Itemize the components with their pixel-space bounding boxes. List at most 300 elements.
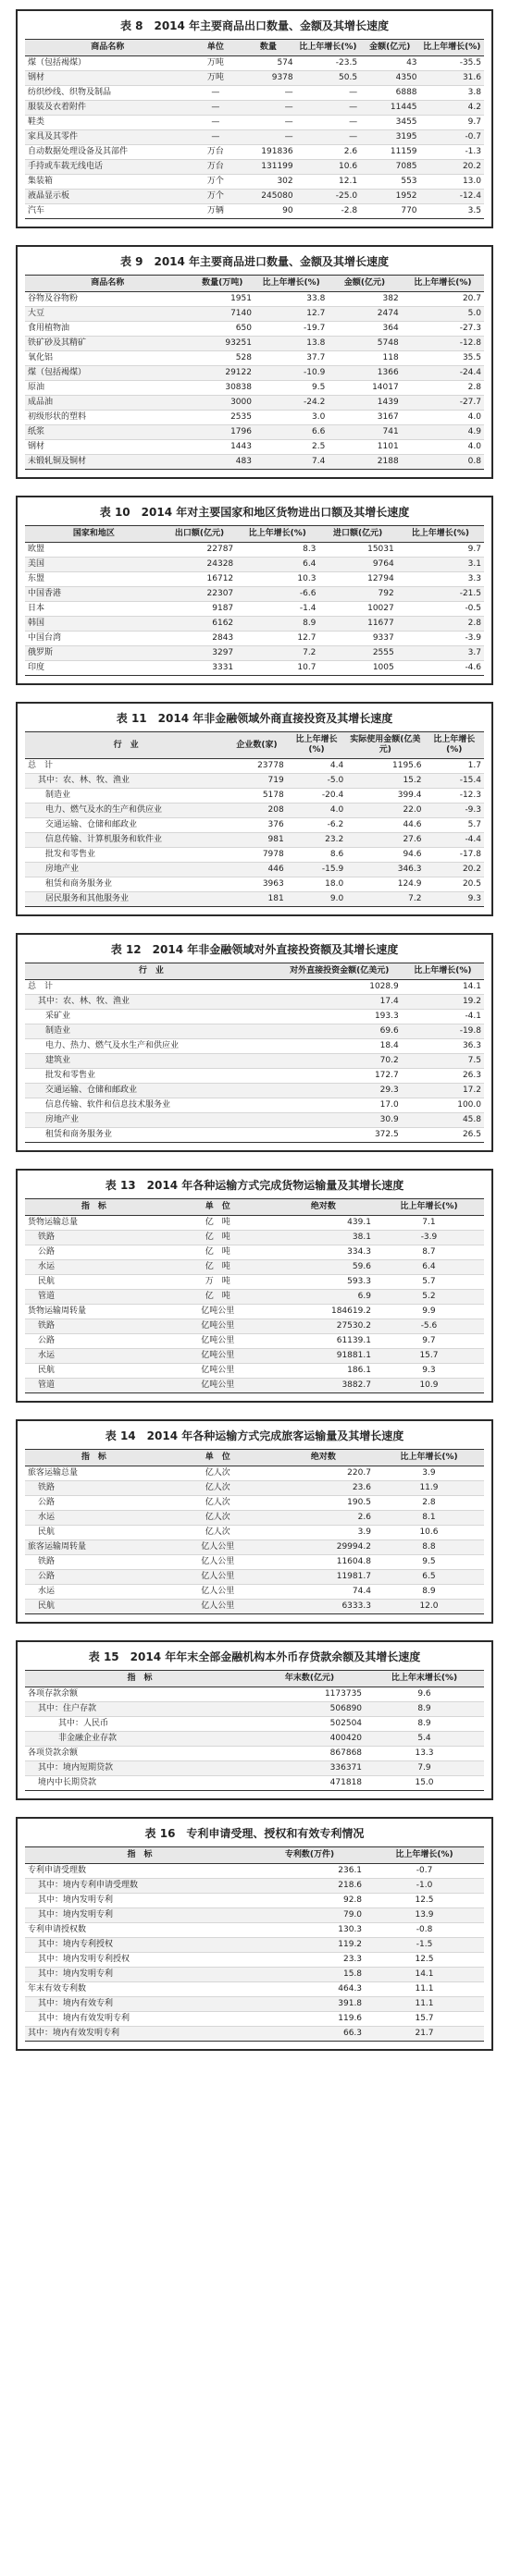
table-cell: 574 bbox=[241, 56, 296, 71]
table-cell: -27.7 bbox=[402, 396, 484, 411]
table-cell: — bbox=[241, 101, 296, 116]
table-row bbox=[25, 1908, 484, 1923]
table-cell: 245080 bbox=[241, 190, 296, 204]
row-label: 钢材 bbox=[25, 440, 191, 455]
table-cell: 3.9 bbox=[273, 1526, 374, 1540]
table-cell: 4.9 bbox=[402, 425, 484, 440]
table-cell: 31.6 bbox=[420, 71, 484, 86]
row-label: 成品油 bbox=[25, 396, 191, 411]
table-cell: 593.3 bbox=[273, 1275, 374, 1290]
table-cell: 471818 bbox=[254, 1776, 365, 1791]
table-cell: 100.0 bbox=[402, 1098, 484, 1113]
row-label: 未锻轧铜及铜材 bbox=[25, 455, 191, 470]
table-row bbox=[25, 1982, 484, 1997]
table-row bbox=[25, 292, 484, 307]
table-cell: 亿人次 bbox=[163, 1526, 273, 1540]
table-cell: 372.5 bbox=[278, 1128, 402, 1143]
table-cell: 2.6 bbox=[296, 145, 360, 160]
table-cell: -1.4 bbox=[236, 602, 318, 617]
table-cell: 7.1 bbox=[374, 1216, 484, 1231]
table-panel-t13 bbox=[16, 1169, 493, 1403]
table-cell: 8.6 bbox=[287, 848, 346, 863]
table-panel-t11 bbox=[16, 702, 493, 916]
table-row bbox=[25, 572, 484, 587]
table-row bbox=[25, 1379, 484, 1393]
row-label: 其中：境内有效发明专利 bbox=[25, 2012, 254, 2027]
table-row bbox=[25, 1098, 484, 1113]
table-cell: 12.1 bbox=[296, 175, 360, 190]
column-header: 指 标 bbox=[25, 1199, 163, 1216]
table-cell: -0.7 bbox=[420, 130, 484, 145]
table-cell: 391.8 bbox=[254, 1997, 365, 2012]
table-cell: 10027 bbox=[318, 602, 396, 617]
table-cell: 23.2 bbox=[287, 833, 346, 848]
row-label: 铁路 bbox=[25, 1481, 163, 1496]
table-panel-t12 bbox=[16, 933, 493, 1152]
table-cell: 11.1 bbox=[365, 1982, 484, 1997]
table-row bbox=[25, 1364, 484, 1379]
table-cell: 220.7 bbox=[273, 1466, 374, 1481]
table-cell: 45.8 bbox=[402, 1113, 484, 1128]
table-cell: 9.3 bbox=[425, 892, 485, 907]
table-cell: 万吨 bbox=[191, 56, 242, 71]
table-cell: 3195 bbox=[360, 130, 419, 145]
column-header: 比上年末增长(%) bbox=[365, 1671, 484, 1687]
row-label: 旅客运输周转量 bbox=[25, 1540, 163, 1555]
row-label: 电力、热力、燃气及水生产和供应业 bbox=[25, 1039, 278, 1054]
table-cell: 792 bbox=[318, 587, 396, 602]
table-cell: 5748 bbox=[328, 337, 401, 351]
table-row bbox=[25, 1024, 484, 1039]
table-panel-t15 bbox=[16, 1640, 493, 1800]
table-cell: 亿 吨 bbox=[163, 1216, 273, 1231]
table-cell: 190.5 bbox=[273, 1496, 374, 1511]
header-row bbox=[25, 276, 484, 292]
table-cell: 3963 bbox=[227, 877, 286, 892]
row-label: 纸浆 bbox=[25, 425, 191, 440]
table-row bbox=[25, 1010, 484, 1024]
table-row bbox=[25, 1732, 484, 1747]
row-label: 水运 bbox=[25, 1511, 163, 1526]
table-cell: 13.0 bbox=[420, 175, 484, 190]
table-cell: — bbox=[296, 101, 360, 116]
table-cell: 15.7 bbox=[365, 2012, 484, 2027]
row-label: 铁路 bbox=[25, 1319, 163, 1334]
table-cell: 20.2 bbox=[420, 160, 484, 175]
table-cell: 4.0 bbox=[287, 803, 346, 818]
table-cell: 4.4 bbox=[287, 759, 346, 774]
table-cell: 17.2 bbox=[402, 1084, 484, 1098]
table-cell: 10.6 bbox=[296, 160, 360, 175]
row-label: 房地产业 bbox=[25, 863, 227, 877]
table-cell: -5.0 bbox=[287, 774, 346, 789]
table-cell: 23.6 bbox=[273, 1481, 374, 1496]
table-cell: -20.4 bbox=[287, 789, 346, 803]
table-cell: 万个 bbox=[191, 175, 242, 190]
table-cell: 131199 bbox=[241, 160, 296, 175]
table-panel-t8 bbox=[16, 9, 493, 228]
row-label: 专利申请受理数 bbox=[25, 1864, 254, 1879]
table-cell: 11981.7 bbox=[273, 1570, 374, 1585]
column-header: 指 标 bbox=[25, 1671, 254, 1687]
data-table bbox=[25, 275, 484, 470]
table-cell: 7.2 bbox=[346, 892, 424, 907]
table-cell: 亿人公里 bbox=[163, 1570, 273, 1585]
table-cell: 12.7 bbox=[236, 632, 318, 646]
row-label: 大豆 bbox=[25, 307, 191, 322]
table-cell: 亿人次 bbox=[163, 1496, 273, 1511]
table-row bbox=[25, 204, 484, 219]
row-label: 东盟 bbox=[25, 572, 163, 587]
table-cell: 2843 bbox=[163, 632, 236, 646]
table-cell: -2.8 bbox=[296, 204, 360, 219]
table-cell: 3.8 bbox=[420, 86, 484, 101]
table-cell: 69.6 bbox=[278, 1024, 402, 1039]
table-cell: 3000 bbox=[191, 396, 254, 411]
row-label: 煤（包括褐煤） bbox=[25, 366, 191, 381]
row-label: 货物运输总量 bbox=[25, 1216, 163, 1231]
table-title: 表 11 2014 年非金融领域外商直接投资及其增长速度 bbox=[116, 712, 393, 725]
column-header: 单位 bbox=[191, 40, 242, 56]
table-cell: 2.8 bbox=[397, 617, 484, 632]
table-cell: 118 bbox=[328, 351, 401, 366]
table-cell: 亿吨公里 bbox=[163, 1334, 273, 1349]
table-cell: 502504 bbox=[254, 1717, 365, 1732]
column-header: 指 标 bbox=[25, 1847, 254, 1864]
table-row bbox=[25, 1113, 484, 1128]
row-label: 水运 bbox=[25, 1349, 163, 1364]
table-title: 表 8 2014 年主要商品出口数量、金额及其增长速度 bbox=[119, 19, 390, 32]
table-cell: -1.3 bbox=[420, 145, 484, 160]
table-cell: 7.4 bbox=[254, 455, 328, 470]
table-row bbox=[25, 440, 484, 455]
column-header: 数量 bbox=[241, 40, 296, 56]
table-cell: 9.6 bbox=[365, 1687, 484, 1702]
column-header: 金额(亿元) bbox=[328, 276, 401, 292]
table-row bbox=[25, 1039, 484, 1054]
table-cell: 5178 bbox=[227, 789, 286, 803]
table-cell: 6.4 bbox=[236, 558, 318, 572]
table-cell: -5.6 bbox=[374, 1319, 484, 1334]
table-cell: 11159 bbox=[360, 145, 419, 160]
column-header: 单 位 bbox=[163, 1450, 273, 1466]
table-row bbox=[25, 1305, 484, 1319]
row-label: 中国台湾 bbox=[25, 632, 163, 646]
row-label: 其中：农、林、牧、渔业 bbox=[25, 774, 227, 789]
column-header: 比上年增长(%) bbox=[296, 40, 360, 56]
row-label: 年末有效专利数 bbox=[25, 1982, 254, 1997]
table-cell: -24.4 bbox=[402, 366, 484, 381]
table-cell: 7.9 bbox=[365, 1761, 484, 1776]
table-cell: 亿 吨 bbox=[163, 1260, 273, 1275]
table-row bbox=[25, 1540, 484, 1555]
column-header: 数量(万吨) bbox=[191, 276, 254, 292]
table-cell: 1796 bbox=[191, 425, 254, 440]
row-label: 煤（包括褐煤） bbox=[25, 56, 191, 71]
table-cell: 6.9 bbox=[273, 1290, 374, 1305]
table-cell: -9.3 bbox=[425, 803, 485, 818]
row-label: 其中：境内发明专利授权 bbox=[25, 1953, 254, 1968]
table-row bbox=[25, 307, 484, 322]
table-cell: 亿人公里 bbox=[163, 1585, 273, 1600]
row-label: 民航 bbox=[25, 1526, 163, 1540]
table-cell: 334.3 bbox=[273, 1245, 374, 1260]
table-row bbox=[25, 1511, 484, 1526]
table-row bbox=[25, 396, 484, 411]
table-cell: -24.2 bbox=[254, 396, 328, 411]
row-label: 信息传输、软件和信息技术服务业 bbox=[25, 1098, 278, 1113]
table-cell: 22307 bbox=[163, 587, 236, 602]
table-cell: 1195.6 bbox=[346, 759, 424, 774]
table-cell: 4.2 bbox=[420, 101, 484, 116]
table-cell: 981 bbox=[227, 833, 286, 848]
column-header: 年末数(亿元) bbox=[254, 1671, 365, 1687]
table-cell: 2555 bbox=[318, 646, 396, 661]
table-row bbox=[25, 130, 484, 145]
table-cell: 9378 bbox=[241, 71, 296, 86]
table-cell: 15.7 bbox=[374, 1349, 484, 1364]
row-label: 批发和零售业 bbox=[25, 1069, 278, 1084]
column-header: 进口额(亿元) bbox=[318, 526, 396, 543]
row-label: 原油 bbox=[25, 381, 191, 396]
table-cell: 15.0 bbox=[365, 1776, 484, 1791]
table-cell: 3.9 bbox=[374, 1466, 484, 1481]
column-header: 企业数(家) bbox=[227, 732, 286, 759]
table-row bbox=[25, 1128, 484, 1143]
table-panel-t9 bbox=[16, 245, 493, 479]
data-table bbox=[25, 1846, 484, 2042]
table-row bbox=[25, 322, 484, 337]
table-cell: -1.0 bbox=[365, 1879, 484, 1894]
header-row bbox=[25, 1450, 484, 1466]
table-cell: 1951 bbox=[191, 292, 254, 307]
column-header: 绝对数 bbox=[273, 1450, 374, 1466]
table-cell: 6.6 bbox=[254, 425, 328, 440]
table-row bbox=[25, 1953, 484, 1968]
table-cell: 70.2 bbox=[278, 1054, 402, 1069]
table-cell: 3.3 bbox=[397, 572, 484, 587]
table-cell: 15031 bbox=[318, 543, 396, 558]
table-row bbox=[25, 892, 484, 907]
row-label: 铁矿砂及其精矿 bbox=[25, 337, 191, 351]
table-cell: 2474 bbox=[328, 307, 401, 322]
column-header: 比上年增长(%) bbox=[374, 1199, 484, 1216]
table-row bbox=[25, 980, 484, 995]
table-cell: 5.2 bbox=[374, 1290, 484, 1305]
table-cell: 27.6 bbox=[346, 833, 424, 848]
column-header: 比上年增长(%) bbox=[254, 276, 328, 292]
table-cell: 719 bbox=[227, 774, 286, 789]
table-cell: 130.3 bbox=[254, 1923, 365, 1938]
row-label: 房地产业 bbox=[25, 1113, 278, 1128]
table-row bbox=[25, 71, 484, 86]
table-row bbox=[25, 1334, 484, 1349]
table-cell: — bbox=[241, 116, 296, 130]
table-cell: 万个 bbox=[191, 190, 242, 204]
table-cell: 29122 bbox=[191, 366, 254, 381]
table-row bbox=[25, 833, 484, 848]
table-cell: 7085 bbox=[360, 160, 419, 175]
table-cell: 万台 bbox=[191, 145, 242, 160]
table-title: 表 16 专利申请受理、授权和有效专利情况 bbox=[144, 1827, 365, 1840]
table-cell: 30.9 bbox=[278, 1113, 402, 1128]
table-cell: 528 bbox=[191, 351, 254, 366]
table-cell: 94.6 bbox=[346, 848, 424, 863]
table-row bbox=[25, 366, 484, 381]
table-cell: — bbox=[296, 130, 360, 145]
table-cell: 4.0 bbox=[402, 440, 484, 455]
table-cell: 35.5 bbox=[402, 351, 484, 366]
table-cell: 30838 bbox=[191, 381, 254, 396]
table-cell: 184619.2 bbox=[273, 1305, 374, 1319]
table-cell: 6162 bbox=[163, 617, 236, 632]
table-cell: 亿吨公里 bbox=[163, 1349, 273, 1364]
table-cell: 79.0 bbox=[254, 1908, 365, 1923]
table-row bbox=[25, 1968, 484, 1982]
table-cell: 59.6 bbox=[273, 1260, 374, 1275]
table-cell: 13.9 bbox=[365, 1908, 484, 1923]
table-cell: 亿吨公里 bbox=[163, 1379, 273, 1393]
table-row bbox=[25, 86, 484, 101]
row-label: 其中：人民币 bbox=[25, 1717, 254, 1732]
table-cell: 10.9 bbox=[374, 1379, 484, 1393]
row-label: 其中：境内有效专利 bbox=[25, 1997, 254, 2012]
table-cell: 364 bbox=[328, 322, 401, 337]
table-row bbox=[25, 351, 484, 366]
table-row bbox=[25, 1084, 484, 1098]
table-row bbox=[25, 116, 484, 130]
table-cell: 3.7 bbox=[397, 646, 484, 661]
data-table bbox=[25, 731, 484, 907]
column-header: 绝对数 bbox=[273, 1199, 374, 1216]
column-header: 比上年增长(%) bbox=[402, 963, 484, 980]
table-title: 表 9 2014 年主要商品进口数量、金额及其增长速度 bbox=[119, 255, 390, 268]
table-row bbox=[25, 1275, 484, 1290]
table-cell: 7.5 bbox=[402, 1054, 484, 1069]
table-cell: -21.5 bbox=[397, 587, 484, 602]
row-label: 非金融企业存款 bbox=[25, 1732, 254, 1747]
table-cell: -12.8 bbox=[402, 337, 484, 351]
row-label: 食用植物油 bbox=[25, 322, 191, 337]
table-cell: 92.8 bbox=[254, 1894, 365, 1908]
row-label: 交通运输、仓储和邮政业 bbox=[25, 1084, 278, 1098]
table-cell: 193.3 bbox=[278, 1010, 402, 1024]
table-cell: 2.6 bbox=[273, 1511, 374, 1526]
header-row bbox=[25, 963, 484, 980]
table-row bbox=[25, 863, 484, 877]
table-cell: -0.7 bbox=[365, 1864, 484, 1879]
table-cell: 1005 bbox=[318, 661, 396, 676]
table-title: 表 13 2014 年各种运输方式完成货物运输量及其增长速度 bbox=[105, 1179, 404, 1192]
table-cell: 9.5 bbox=[374, 1555, 484, 1570]
table-cell: 302 bbox=[241, 175, 296, 190]
table-cell: -4.4 bbox=[425, 833, 485, 848]
row-label: 水运 bbox=[25, 1585, 163, 1600]
table-cell: 208 bbox=[227, 803, 286, 818]
row-label: 交通运输、仓储和邮政业 bbox=[25, 818, 227, 833]
table-cell: 5.7 bbox=[425, 818, 485, 833]
column-header: 行 业 bbox=[25, 732, 227, 759]
table-cell: 5.0 bbox=[402, 307, 484, 322]
row-label: 境内中长期贷款 bbox=[25, 1776, 254, 1791]
table-cell: 亿 吨 bbox=[163, 1231, 273, 1245]
row-label: 其中：住户存款 bbox=[25, 1702, 254, 1717]
table-cell: 6.5 bbox=[374, 1570, 484, 1585]
table-row bbox=[25, 1776, 484, 1791]
header-row bbox=[25, 1199, 484, 1216]
table-row bbox=[25, 774, 484, 789]
table-row bbox=[25, 1496, 484, 1511]
table-cell: -4.1 bbox=[402, 1010, 484, 1024]
row-label: 欧盟 bbox=[25, 543, 163, 558]
row-label: 建筑业 bbox=[25, 1054, 278, 1069]
table-cell: 446 bbox=[227, 863, 286, 877]
table-cell: 346.3 bbox=[346, 863, 424, 877]
table-cell: — bbox=[191, 86, 242, 101]
table-row bbox=[25, 759, 484, 774]
table-cell: 15.2 bbox=[346, 774, 424, 789]
row-label: 总 计 bbox=[25, 759, 227, 774]
table-cell: 8.1 bbox=[374, 1511, 484, 1526]
table-cell: 119.6 bbox=[254, 2012, 365, 2027]
table-cell: 8.9 bbox=[236, 617, 318, 632]
table-row bbox=[25, 455, 484, 470]
column-header: 指 标 bbox=[25, 1450, 163, 1466]
table-cell: 9.7 bbox=[397, 543, 484, 558]
row-label: 谷物及谷物粉 bbox=[25, 292, 191, 307]
table-row bbox=[25, 1349, 484, 1364]
table-cell: 亿人公里 bbox=[163, 1600, 273, 1614]
row-label: 公路 bbox=[25, 1245, 163, 1260]
table-row bbox=[25, 381, 484, 396]
table-cell: 12.7 bbox=[254, 307, 328, 322]
column-header: 比上年增长(%) bbox=[425, 732, 485, 759]
table-cell: 18.4 bbox=[278, 1039, 402, 1054]
row-label: 采矿业 bbox=[25, 1010, 278, 1024]
table-cell: 186.1 bbox=[273, 1364, 374, 1379]
table-title: 表 12 2014 年非金融领域对外直接投资额及其增长速度 bbox=[110, 943, 399, 956]
table-row bbox=[25, 1216, 484, 1231]
table-cell: 741 bbox=[328, 425, 401, 440]
table-cell: 万 吨 bbox=[163, 1275, 273, 1290]
table-row bbox=[25, 1260, 484, 1275]
table-cell: 12.5 bbox=[365, 1894, 484, 1908]
table-cell: 36.3 bbox=[402, 1039, 484, 1054]
table-cell: 14017 bbox=[328, 381, 401, 396]
row-label: 其中：境内专利授权 bbox=[25, 1938, 254, 1953]
header-row bbox=[25, 526, 484, 543]
table-row bbox=[25, 632, 484, 646]
table-cell: 12794 bbox=[318, 572, 396, 587]
table-cell: 8.7 bbox=[374, 1245, 484, 1260]
table-cell: 3882.7 bbox=[273, 1379, 374, 1393]
table-cell: 172.7 bbox=[278, 1069, 402, 1084]
row-label: 铁路 bbox=[25, 1555, 163, 1570]
table-cell: 23778 bbox=[227, 759, 286, 774]
table-row bbox=[25, 2027, 484, 2042]
table-cell: 20.7 bbox=[402, 292, 484, 307]
row-label: 手持或车载无线电话 bbox=[25, 160, 191, 175]
row-label: 其中：境内发明专利 bbox=[25, 1894, 254, 1908]
table-cell: 3.1 bbox=[397, 558, 484, 572]
table-cell: 1443 bbox=[191, 440, 254, 455]
table-cell: 5.4 bbox=[365, 1732, 484, 1747]
column-header: 单 位 bbox=[163, 1199, 273, 1216]
table-row bbox=[25, 1923, 484, 1938]
table-row bbox=[25, 1290, 484, 1305]
column-header: 比上年增长(%) bbox=[287, 732, 346, 759]
row-label: 批发和零售业 bbox=[25, 848, 227, 863]
